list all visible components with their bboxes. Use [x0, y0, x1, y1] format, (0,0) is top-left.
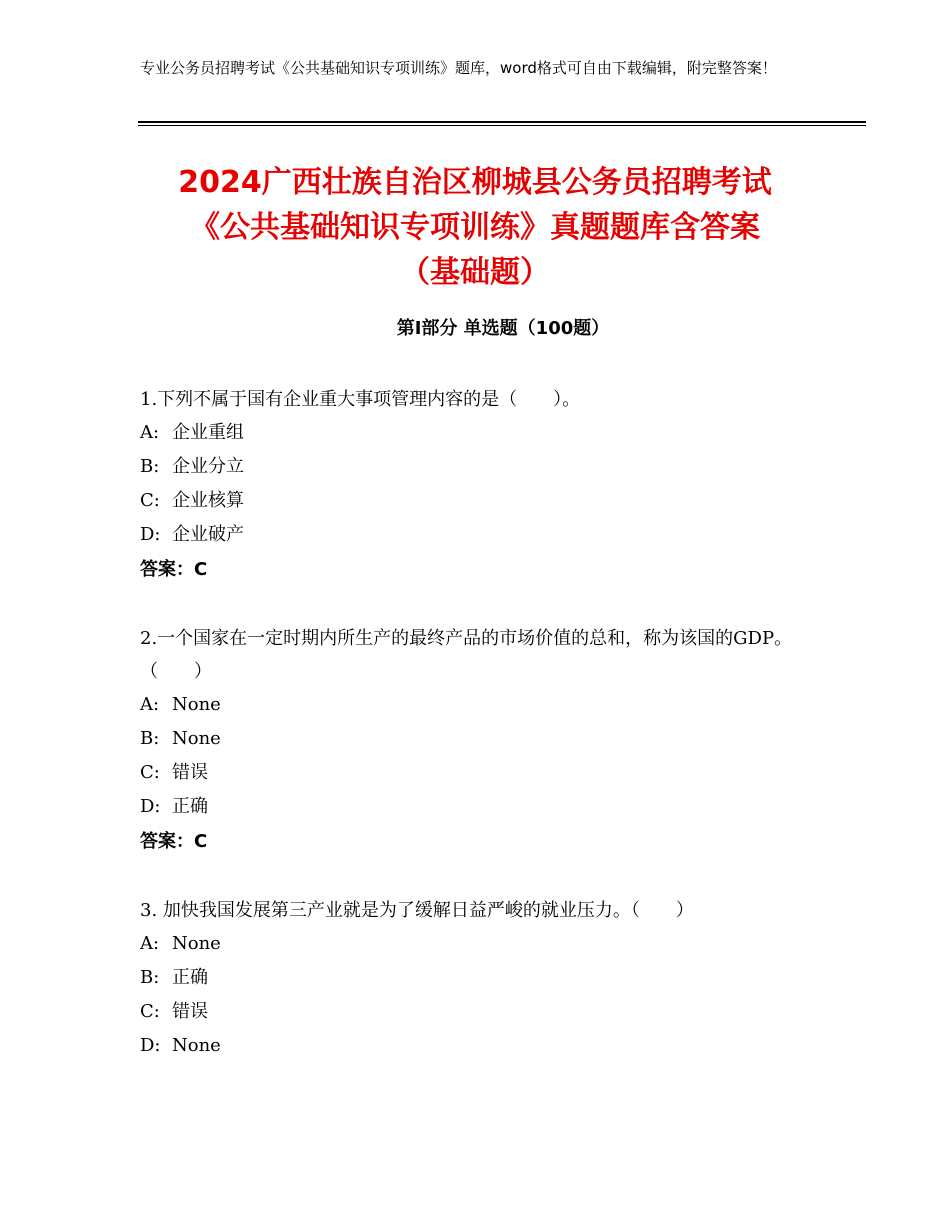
option-text: None [172, 1035, 221, 1056]
document-title [80, 160, 870, 295]
option-text: 正确 [172, 967, 208, 988]
option-a [140, 688, 840, 722]
option-letter: D: [140, 524, 161, 545]
option-text: None [172, 694, 221, 715]
option-letter: B: [140, 456, 160, 477]
option-d [140, 790, 840, 824]
option-text: 企业重组 [172, 422, 244, 443]
question-2 [140, 622, 840, 860]
option-letter: D: [140, 796, 161, 817]
title-line-2: 《公共基础知识专项训练》真题题库含答案 [190, 210, 760, 245]
option-letter: C: [140, 1001, 160, 1022]
question-list [140, 383, 840, 1097]
header-note: 专业公务员招聘考试《公共基础知识专项训练》题库，word格式可自由下载编辑，附完整答案！ [140, 59, 777, 77]
title-line-3: （基础题） [400, 255, 550, 290]
option-text: None [172, 728, 221, 749]
option-letter: D: [140, 1035, 161, 1056]
answer: 答案：C [140, 559, 208, 580]
option-text: 正确 [172, 796, 208, 817]
title-line-1: 2024广西壮族自治区柳城县公务员招聘考试 [178, 165, 772, 200]
answer: 答案：C [140, 831, 208, 852]
option-d [140, 1029, 840, 1063]
question-stem: 3. 加快我国发展第三产业就是为了缓解日益严峻的就业压力。（ ） [140, 900, 694, 921]
option-b [140, 961, 840, 995]
option-letter: A: [140, 694, 160, 715]
option-d [140, 518, 840, 552]
option-text: 企业破产 [172, 524, 244, 545]
option-a [140, 416, 840, 450]
option-a [140, 927, 840, 961]
option-b [140, 450, 840, 484]
option-letter: B: [140, 967, 160, 988]
question-stem: 2.一个国家在一定时期内所生产的最终产品的市场价值的总和，称为该国的GDP。（ ） [140, 628, 793, 682]
option-text: None [172, 933, 221, 954]
option-text: 错误 [172, 1001, 208, 1022]
option-c [140, 484, 840, 518]
question-3 [140, 894, 840, 1063]
option-b [140, 722, 840, 756]
question-1 [140, 383, 840, 588]
header-divider-thick [138, 121, 866, 123]
option-text: 企业核算 [172, 490, 244, 511]
option-letter: B: [140, 728, 160, 749]
option-letter: A: [140, 422, 160, 443]
header-divider-thin [138, 125, 866, 126]
question-stem: 1.下列不属于国有企业重大事项管理内容的是（ ）。 [140, 389, 581, 410]
option-c [140, 756, 840, 790]
option-text: 错误 [172, 762, 208, 783]
option-text: 企业分立 [172, 456, 244, 477]
option-letter: C: [140, 490, 160, 511]
option-letter: A: [140, 933, 160, 954]
section-title: 第Ⅰ部分 单选题（100题） [396, 318, 610, 339]
option-c [140, 995, 840, 1029]
option-letter: C: [140, 762, 160, 783]
